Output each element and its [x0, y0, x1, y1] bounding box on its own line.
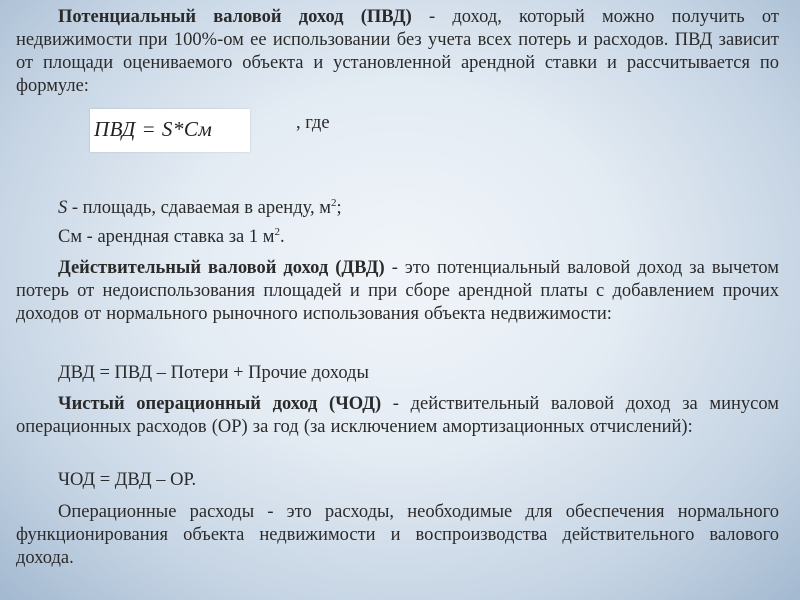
dvd-definition: - это потенциальный валовой доход за вычетом потерь от недоиспользования площадей и при сборе арендной платы с добавлением прочих доходов от нормального рыночного использования объекта недвижимости:: [16, 258, 779, 324]
dvd-paragraph: [16, 257, 779, 326]
formula-where-label: , где: [296, 113, 330, 133]
dvd-term: Действительный валовой доход (ДВД): [58, 258, 385, 278]
pvd-term: Потенциальный валовой доход (ПВД): [58, 7, 412, 27]
area-definition: [58, 197, 342, 220]
area-symbol: S: [58, 198, 68, 218]
slide: [16, 2, 779, 598]
rate-end: .: [279, 227, 285, 247]
rate-exponent: 2: [274, 226, 280, 238]
chod-formula: ЧОД = ДВД – ОР.: [58, 470, 197, 490]
pvd-formula-image: [90, 109, 250, 152]
rate-text: См - арендная ставка за 1 м: [58, 227, 275, 247]
chod-definition: - действительный валовой доход за минусом операционных расходов (ОР) за год (за исключением амортизационных отчислений):: [16, 394, 779, 437]
chod-term: Чистый операционный доход (ЧОД): [58, 394, 382, 414]
area-end: ;: [336, 198, 342, 218]
chod-paragraph: [16, 393, 779, 439]
area-exponent: 2: [330, 197, 337, 209]
operating-expenses-paragraph: Операционные расходы - это расходы, необходимые для обеспечения нормального функционирования объекта недвижимости и воспроизводства действительного валового дохода.: [16, 502, 779, 568]
area-text: - площадь, сдаваемая в аренду, м: [67, 198, 331, 218]
pvd-paragraph: [16, 6, 779, 98]
dvd-formula: ДВД = ПВД – Потери + Прочие доходы: [58, 363, 369, 383]
pvd-definition: - доход, который можно получить от недвижимости при 100%-ом ее использовании без учета всех потерь и расходов. ПВД зависит от площади оцениваемого объекта и установленной арендной ставки и рассчитывается по формуле:: [16, 7, 779, 96]
pvd-formula: ПВД = S*См: [94, 117, 213, 141]
rate-definition: [58, 226, 285, 249]
